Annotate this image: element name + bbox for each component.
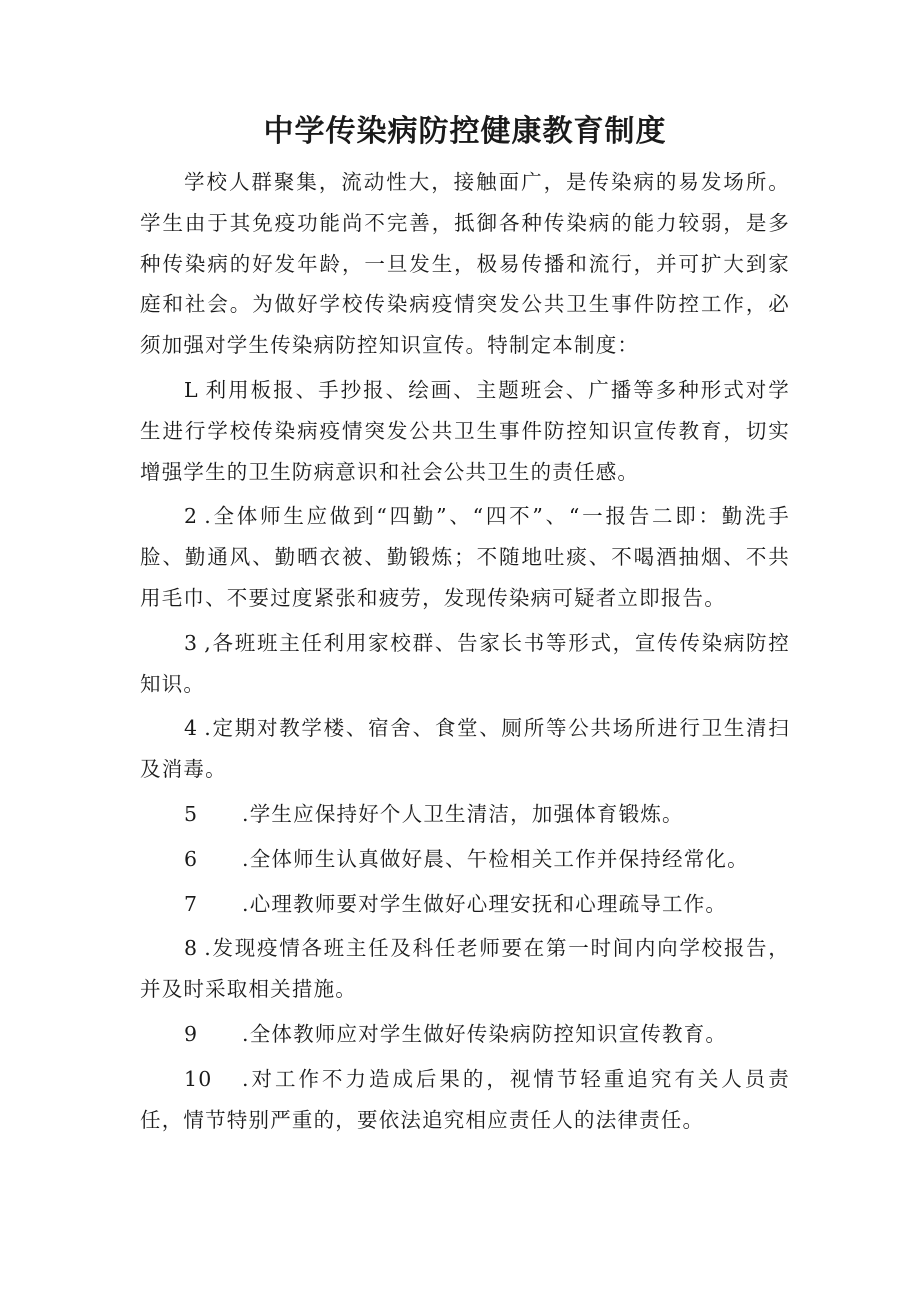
item-number: 6	[184, 846, 199, 871]
list-item-10	[140, 1059, 790, 1141]
list-item-6	[140, 839, 790, 880]
item-number: 4	[184, 716, 199, 741]
item-number: L	[184, 377, 199, 402]
item-number: 5	[184, 801, 199, 826]
item-number: 8	[184, 936, 199, 961]
item-text: .发现疫情各班主任及科任老师要在第一时间内向学校报告，并及时采取相关措施。	[140, 936, 790, 1002]
intro-paragraph: 学校人群聚集，流动性大，接触面广，是传染病的易发场所。学生由于其免疫功能尚不完善，抵御各种传染病的能力较弱，是多种传染病的好发年龄，一旦发生，极易传播和流行，并可扩大到家庭和社会。为做好学校传染病疫情突发公共卫生事件防控工作，必须加强对学生传染病防控知识宣传。特制定本制度：	[140, 170, 790, 358]
document-page	[140, 112, 790, 1144]
item-text: .心理教师要对学生做好心理安抚和心理疏导工作。	[242, 891, 728, 916]
item-number: 10	[184, 1066, 213, 1091]
list-item-8	[140, 928, 790, 1010]
item-text: 利用板报、手抄报、绘画、主题班会、广播等多种形式对学生进行学校传染病疫情突发公共卫生事件防控知识宣传教育，切实增强学生的卫生防病意识和社会公共卫生的责任感。	[140, 377, 790, 484]
item-text: .全体师生认真做好晨、午检相关工作并保持经常化。	[242, 846, 749, 871]
document-title: 中学传染病防控健康教育制度	[263, 114, 667, 149]
list-item-9	[140, 1014, 790, 1055]
item-text: .全体教师应对学生做好传染病防控知识宣传教育。	[242, 1021, 728, 1046]
item-number: 3	[184, 630, 199, 655]
list-item-7	[140, 884, 790, 925]
item-text: ,各班班主任利用家校群、告家长书等形式，宣传传染病防控知识。	[140, 630, 790, 696]
list-item-3	[140, 623, 790, 705]
item-number: 7	[184, 891, 199, 916]
item-text: .对工作不力造成后果的，视情节轻重追究有关人员责任，情节特别严重的，要依法追究相应责任人的法律责任。	[140, 1066, 790, 1132]
list-item-5	[140, 794, 790, 835]
item-text: .学生应保持好个人卫生清洁，加强体育锻炼。	[242, 801, 684, 826]
list-item-1	[140, 370, 790, 492]
item-number: 2	[184, 504, 199, 529]
list-item-2	[140, 496, 790, 618]
list-item-4	[140, 708, 790, 790]
item-text: .定期对教学楼、宿舍、食堂、厕所等公共场所进行卫生清扫及消毒。	[140, 716, 790, 782]
item-text: .全体师生应做到“四勤”、“四不”、“一报告二即：勤洗手脸、勤通风、勤晒衣被、勤锻炼；不随地吐痰、不喝酒抽烟、不共用毛巾、不要过度紧张和疲劳，发现传染病可疑者立即报告。	[140, 504, 790, 610]
item-number: 9	[184, 1021, 199, 1046]
